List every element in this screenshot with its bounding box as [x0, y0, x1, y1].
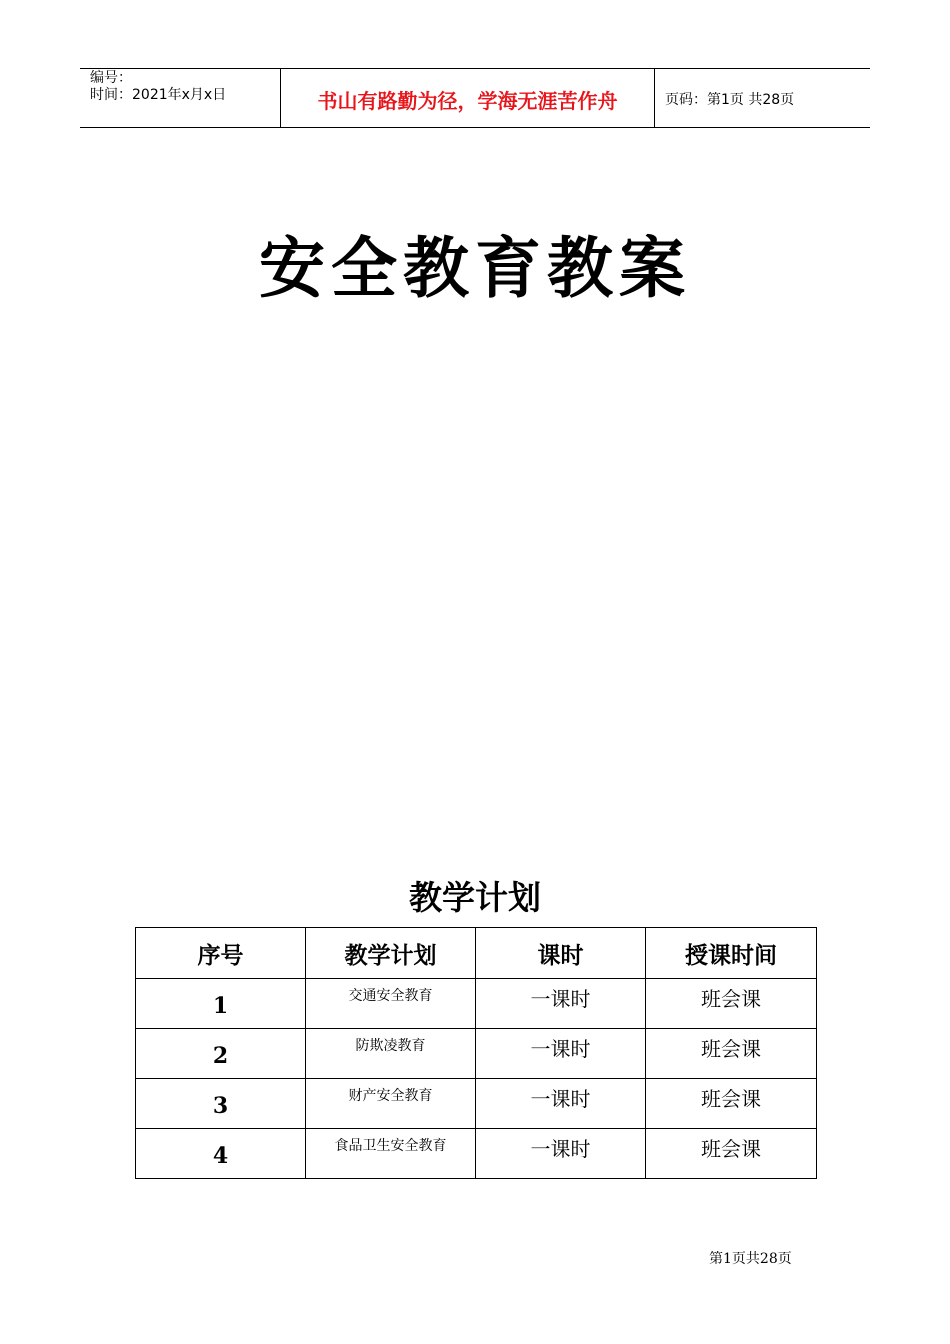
- time-label: 时间：2021年x月x日: [90, 87, 227, 103]
- column-header-no: 序号: [136, 928, 306, 979]
- row-hours: 一课时: [476, 1079, 646, 1129]
- plan-table: [135, 927, 817, 1179]
- row-number: 3: [136, 1079, 306, 1129]
- row-slot: 班会课: [646, 1129, 817, 1179]
- row-hours: 一课时: [476, 979, 646, 1029]
- row-topic: 财产安全教育: [306, 1079, 476, 1129]
- row-hours: 一课时: [476, 1129, 646, 1179]
- page-header: [80, 68, 870, 128]
- column-header-slot: 授课时间: [646, 928, 817, 979]
- table-row: [136, 1079, 817, 1129]
- serial-label: 编号：: [90, 70, 132, 86]
- row-topic: 食品卫生安全教育: [306, 1129, 476, 1179]
- table-header-row: [136, 928, 817, 979]
- header-motto: 书山有路勤为径，学海无涯苦作舟: [281, 69, 655, 127]
- header-page-info: 页码：第1页 共28页: [665, 92, 795, 108]
- table-row: [136, 1029, 817, 1079]
- row-slot: 班会课: [646, 979, 817, 1029]
- column-header-topic: 教学计划: [306, 928, 476, 979]
- column-header-hours: 课时: [476, 928, 646, 979]
- row-number: 1: [136, 979, 306, 1029]
- row-slot: 班会课: [646, 1029, 817, 1079]
- header-meta: [80, 69, 281, 127]
- table-row: [136, 979, 817, 1029]
- table-row: [136, 1129, 817, 1179]
- row-number: 2: [136, 1029, 306, 1079]
- row-topic: 防欺凌教育: [306, 1029, 476, 1079]
- document-title: 安全教育教案: [259, 229, 691, 307]
- row-slot: 班会课: [646, 1079, 817, 1129]
- row-hours: 一课时: [476, 1029, 646, 1079]
- row-topic: 交通安全教育: [306, 979, 476, 1029]
- plan-title: 教学计划: [409, 878, 541, 917]
- page-footer: 第1页共28页: [709, 1251, 792, 1267]
- row-number: 4: [136, 1129, 306, 1179]
